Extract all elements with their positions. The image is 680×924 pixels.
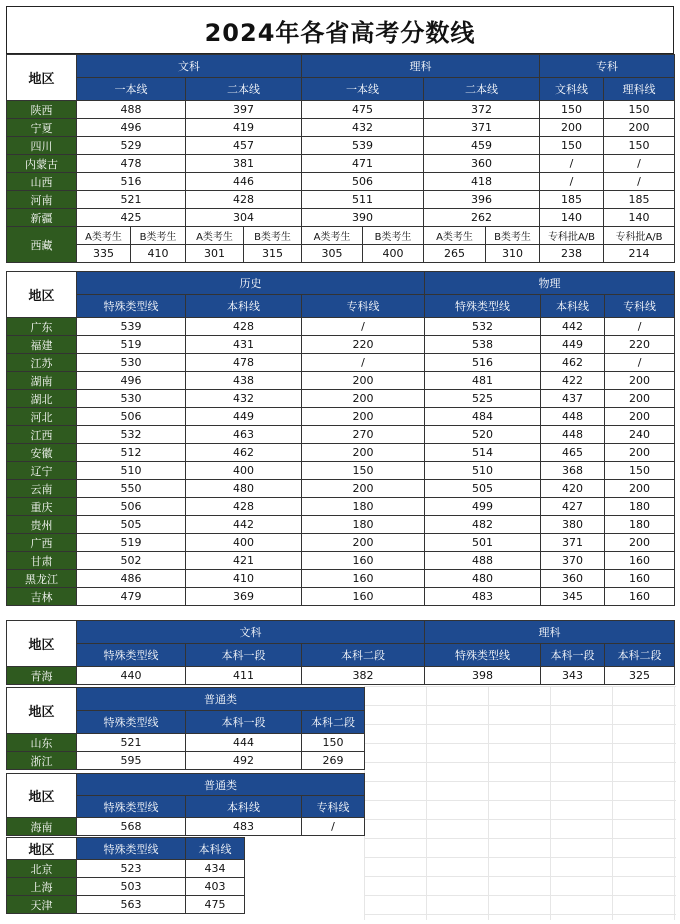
table-row	[7, 752, 365, 770]
score-cell: 505	[77, 516, 186, 534]
sub-header: 专科线	[605, 295, 675, 318]
score-cell: 523	[77, 860, 186, 878]
score-cell: 325	[605, 667, 675, 685]
area-header: 地区	[7, 272, 77, 318]
area-header: 地区	[7, 838, 77, 860]
sub-header: 特殊类型线	[77, 644, 186, 667]
page-title: 2024年各省高考分数线	[6, 6, 674, 54]
sub-header: 本科一段	[541, 644, 605, 667]
score-cell: 397	[186, 101, 302, 119]
region-cell: 湖北	[7, 390, 77, 408]
score-cell: 400	[363, 245, 424, 263]
region-cell: 山西	[7, 173, 77, 191]
score-cell: 200	[605, 534, 675, 552]
sub-header: 特殊类型线	[77, 711, 186, 734]
score-cell: 428	[186, 318, 302, 336]
area-header: 地区	[7, 688, 77, 734]
score-cell: /	[540, 173, 604, 191]
region-cell: 重庆	[7, 498, 77, 516]
sub-header: 特殊类型线	[77, 796, 186, 818]
score-cell: 180	[605, 516, 675, 534]
region-cell: 安徽	[7, 444, 77, 462]
section-2-table	[6, 271, 675, 606]
score-cell: /	[604, 173, 675, 191]
empty-spreadsheet-grid	[364, 686, 676, 920]
score-cell: 519	[77, 534, 186, 552]
table-row	[7, 191, 675, 209]
score-cell: 539	[302, 137, 424, 155]
score-cell: 532	[77, 426, 186, 444]
region-cell: 黑龙江	[7, 570, 77, 588]
score-cell: 160	[605, 570, 675, 588]
region-cell: 上海	[7, 878, 77, 896]
group-header: 专科	[540, 55, 675, 78]
section-4-table	[6, 687, 365, 770]
region-cell: 陕西	[7, 101, 77, 119]
subgroup-label: A类考生	[77, 227, 131, 245]
subgroup-label: 专科批A/B	[540, 227, 604, 245]
score-cell: 160	[605, 552, 675, 570]
score-cell: 371	[541, 534, 605, 552]
section-1-table	[6, 54, 675, 263]
score-cell: 506	[302, 173, 424, 191]
score-cell: 503	[77, 878, 186, 896]
score-cell: 442	[186, 516, 302, 534]
score-cell: 418	[424, 173, 540, 191]
sub-header: 本科一段	[186, 644, 302, 667]
group-header: 理科	[425, 621, 675, 644]
score-cell: 563	[77, 896, 186, 914]
score-cell: 448	[541, 408, 605, 426]
sub-header: 专科线	[302, 295, 425, 318]
group-header: 文科	[77, 55, 302, 78]
sub-header: 本科线	[541, 295, 605, 318]
table-row	[7, 137, 675, 155]
score-cell: 150	[302, 734, 365, 752]
region-cell: 湖南	[7, 372, 77, 390]
score-cell: 420	[541, 480, 605, 498]
score-cell: 410	[186, 570, 302, 588]
score-cell: 446	[186, 173, 302, 191]
score-cell: 269	[302, 752, 365, 770]
region-cell: 西藏	[7, 227, 77, 263]
group-header: 历史	[77, 272, 425, 295]
score-cell: 496	[77, 119, 186, 137]
region-cell: 新疆	[7, 209, 77, 227]
score-cell: 315	[244, 245, 302, 263]
score-cell: 525	[425, 390, 541, 408]
score-cell: 345	[541, 588, 605, 606]
table-row	[7, 119, 675, 137]
score-cell: 514	[425, 444, 541, 462]
group-header: 普通类	[77, 774, 365, 796]
group-header: 普通类	[77, 688, 365, 711]
score-cell: 478	[77, 155, 186, 173]
score-cell: 200	[302, 534, 425, 552]
score-cell: 483	[186, 818, 302, 836]
score-cell: 492	[186, 752, 302, 770]
score-cell: 400	[186, 534, 302, 552]
score-cell: 512	[77, 444, 186, 462]
region-cell: 广西	[7, 534, 77, 552]
score-cell: 432	[302, 119, 424, 137]
group-header: 物理	[425, 272, 675, 295]
score-cell: 448	[541, 426, 605, 444]
score-cell: 499	[425, 498, 541, 516]
score-cell: 510	[77, 462, 186, 480]
score-cell: 160	[302, 570, 425, 588]
score-cell: 396	[424, 191, 540, 209]
score-cell: 421	[186, 552, 302, 570]
region-cell: 海南	[7, 818, 77, 836]
score-cell: 465	[541, 444, 605, 462]
score-cell: 457	[186, 137, 302, 155]
subgroup-label: B类考生	[363, 227, 424, 245]
table-row	[7, 354, 675, 372]
region-cell: 福建	[7, 336, 77, 354]
score-cell: 486	[77, 570, 186, 588]
region-cell: 辽宁	[7, 462, 77, 480]
score-cell: 425	[77, 209, 186, 227]
score-cell: 502	[77, 552, 186, 570]
score-cell: 180	[605, 498, 675, 516]
score-cell: /	[302, 318, 425, 336]
score-cell: 568	[77, 818, 186, 836]
table-row	[7, 516, 675, 534]
region-cell: 青海	[7, 667, 77, 685]
region-cell: 云南	[7, 480, 77, 498]
score-cell: 496	[77, 372, 186, 390]
score-cell: 180	[302, 498, 425, 516]
table-row	[7, 426, 675, 444]
area-header: 地区	[7, 55, 77, 101]
table-row	[7, 155, 675, 173]
score-cell: 481	[425, 372, 541, 390]
region-cell: 宁夏	[7, 119, 77, 137]
sub-header: 特殊类型线	[77, 295, 186, 318]
score-cell: 185	[604, 191, 675, 209]
table-row	[7, 860, 245, 878]
score-cell: 240	[605, 426, 675, 444]
score-cell: 200	[605, 444, 675, 462]
score-cell: 140	[540, 209, 604, 227]
subgroup-label: B类考生	[486, 227, 540, 245]
score-cell: 403	[186, 878, 245, 896]
region-cell: 江苏	[7, 354, 77, 372]
score-cell: 370	[541, 552, 605, 570]
table-row	[7, 408, 675, 426]
score-cell: 432	[186, 390, 302, 408]
score-cell: 200	[302, 444, 425, 462]
region-cell: 山东	[7, 734, 77, 752]
score-cell: 200	[302, 390, 425, 408]
sub-header: 一本线	[302, 78, 424, 101]
score-cell: 550	[77, 480, 186, 498]
subgroup-label: A类考生	[302, 227, 363, 245]
sub-header: 本科线	[186, 295, 302, 318]
sub-header: 二本线	[424, 78, 540, 101]
table-row	[7, 534, 675, 552]
score-cell: 449	[186, 408, 302, 426]
score-cell: 505	[425, 480, 541, 498]
score-cell: 262	[424, 209, 540, 227]
table-row	[7, 570, 675, 588]
score-cell: 265	[424, 245, 486, 263]
score-cell: 480	[425, 570, 541, 588]
score-cell: 530	[77, 354, 186, 372]
score-cell: 150	[604, 101, 675, 119]
score-cell: 150	[540, 101, 604, 119]
subgroup-label: B类考生	[131, 227, 186, 245]
score-cell: 462	[541, 354, 605, 372]
score-cell: 390	[302, 209, 424, 227]
table-row	[7, 588, 675, 606]
score-cell: 150	[302, 462, 425, 480]
score-cell: 360	[541, 570, 605, 588]
score-cell: 411	[186, 667, 302, 685]
sub-header: 一本线	[77, 78, 186, 101]
table-row	[7, 818, 365, 836]
sub-header: 文科线	[540, 78, 604, 101]
table-row	[7, 498, 675, 516]
table-row	[7, 390, 675, 408]
score-cell: 488	[77, 101, 186, 119]
score-cell: 484	[425, 408, 541, 426]
subgroup-label: A类考生	[424, 227, 486, 245]
score-cell: 200	[302, 372, 425, 390]
score-cell: 501	[425, 534, 541, 552]
score-cell: 422	[541, 372, 605, 390]
sub-header: 特殊类型线	[77, 838, 186, 860]
section-5-table	[6, 773, 365, 836]
score-cell: 200	[604, 119, 675, 137]
score-cell: 440	[77, 667, 186, 685]
score-cell: 478	[186, 354, 302, 372]
region-cell: 浙江	[7, 752, 77, 770]
score-cell: 369	[186, 588, 302, 606]
score-cell: 160	[302, 588, 425, 606]
score-cell: 310	[486, 245, 540, 263]
score-cell: 220	[605, 336, 675, 354]
area-header: 地区	[7, 621, 77, 667]
section-3-table	[6, 620, 675, 685]
score-cell: 150	[605, 462, 675, 480]
score-cell: 368	[541, 462, 605, 480]
table-row	[7, 878, 245, 896]
region-cell: 广东	[7, 318, 77, 336]
score-cell: /	[302, 818, 365, 836]
score-cell: 462	[186, 444, 302, 462]
score-cell: 427	[541, 498, 605, 516]
score-cell: 463	[186, 426, 302, 444]
score-cell: 371	[424, 119, 540, 137]
score-cell: 434	[186, 860, 245, 878]
table-row	[7, 734, 365, 752]
sub-header: 专科线	[302, 796, 365, 818]
score-cell: /	[302, 354, 425, 372]
sub-header: 本科二段	[302, 711, 365, 734]
table-row	[7, 372, 675, 390]
table-row	[7, 101, 675, 119]
score-cell: 304	[186, 209, 302, 227]
score-cell: 438	[186, 372, 302, 390]
score-cell: /	[605, 354, 675, 372]
score-cell: 140	[604, 209, 675, 227]
score-cell: 532	[425, 318, 541, 336]
score-cell: 200	[540, 119, 604, 137]
score-cell: 516	[77, 173, 186, 191]
region-cell: 吉林	[7, 588, 77, 606]
score-cell: 520	[425, 426, 541, 444]
score-cell: 539	[77, 318, 186, 336]
sub-header: 本科一段	[186, 711, 302, 734]
region-cell: 江西	[7, 426, 77, 444]
subgroup-label: 专科批A/B	[604, 227, 675, 245]
score-cell: 511	[302, 191, 424, 209]
sub-header: 二本线	[186, 78, 302, 101]
region-cell: 河南	[7, 191, 77, 209]
score-cell: 372	[424, 101, 540, 119]
score-cell: 220	[302, 336, 425, 354]
score-cell: 160	[302, 552, 425, 570]
score-cell: 200	[302, 408, 425, 426]
score-cell: 270	[302, 426, 425, 444]
table-row	[7, 667, 675, 685]
subgroup-label: A类考生	[186, 227, 244, 245]
score-cell: 471	[302, 155, 424, 173]
score-cell: 506	[77, 498, 186, 516]
score-cell: 398	[425, 667, 541, 685]
score-cell: 185	[540, 191, 604, 209]
section-6-table	[6, 837, 245, 914]
score-cell: 530	[77, 390, 186, 408]
score-cell: 150	[604, 137, 675, 155]
table-row	[7, 173, 675, 191]
score-cell: 382	[302, 667, 425, 685]
score-cell: 459	[424, 137, 540, 155]
score-cell: 595	[77, 752, 186, 770]
group-header: 理科	[302, 55, 540, 78]
score-cell: 428	[186, 191, 302, 209]
table-row	[7, 552, 675, 570]
score-cell: 200	[605, 390, 675, 408]
sub-header: 理科线	[604, 78, 675, 101]
table-row	[7, 318, 675, 336]
score-cell: 335	[77, 245, 131, 263]
region-cell: 河北	[7, 408, 77, 426]
score-cell: 510	[425, 462, 541, 480]
table-row	[7, 896, 245, 914]
score-cell: 529	[77, 137, 186, 155]
score-cell: 483	[425, 588, 541, 606]
score-cell: 360	[424, 155, 540, 173]
score-cell: 200	[605, 480, 675, 498]
score-cell: 475	[302, 101, 424, 119]
region-cell: 甘肃	[7, 552, 77, 570]
score-cell: 400	[186, 462, 302, 480]
table-row	[7, 480, 675, 498]
subgroup-label: B类考生	[244, 227, 302, 245]
region-cell: 北京	[7, 860, 77, 878]
table-row	[7, 336, 675, 354]
region-cell: 内蒙古	[7, 155, 77, 173]
score-cell: 180	[302, 516, 425, 534]
table-row	[7, 462, 675, 480]
table-row	[7, 444, 675, 462]
score-cell: 506	[77, 408, 186, 426]
score-cell: 444	[186, 734, 302, 752]
score-cell: 442	[541, 318, 605, 336]
score-cell: 301	[186, 245, 244, 263]
score-cell: 475	[186, 896, 245, 914]
group-header: 文科	[77, 621, 425, 644]
score-cell: 538	[425, 336, 541, 354]
score-cell: 479	[77, 588, 186, 606]
score-cell: 200	[605, 408, 675, 426]
sub-header: 本科线	[186, 796, 302, 818]
sub-header: 本科二段	[605, 644, 675, 667]
area-header: 地区	[7, 774, 77, 818]
score-cell: 480	[186, 480, 302, 498]
region-cell: 四川	[7, 137, 77, 155]
score-cell: 200	[605, 372, 675, 390]
score-cell: 381	[186, 155, 302, 173]
sub-header: 特殊类型线	[425, 295, 541, 318]
score-cell: /	[604, 155, 675, 173]
score-cell: 428	[186, 498, 302, 516]
score-cell: 419	[186, 119, 302, 137]
region-cell: 贵州	[7, 516, 77, 534]
score-cell: 431	[186, 336, 302, 354]
sub-header: 特殊类型线	[425, 644, 541, 667]
score-cell: 160	[605, 588, 675, 606]
score-cell: /	[540, 155, 604, 173]
sub-header: 本科线	[186, 838, 245, 860]
sub-header: 本科二段	[302, 644, 425, 667]
score-cell: 488	[425, 552, 541, 570]
score-cell: 521	[77, 191, 186, 209]
score-cell: 150	[540, 137, 604, 155]
score-cell: 305	[302, 245, 363, 263]
score-cell: 200	[302, 480, 425, 498]
score-cell: 380	[541, 516, 605, 534]
score-cell: 238	[540, 245, 604, 263]
score-cell: 519	[77, 336, 186, 354]
score-cell: 516	[425, 354, 541, 372]
score-cell: 343	[541, 667, 605, 685]
score-cell: /	[605, 318, 675, 336]
score-cell: 521	[77, 734, 186, 752]
region-cell: 天津	[7, 896, 77, 914]
score-cell: 449	[541, 336, 605, 354]
score-cell: 410	[131, 245, 186, 263]
score-cell: 437	[541, 390, 605, 408]
table-row	[7, 209, 675, 227]
score-cell: 214	[604, 245, 675, 263]
score-cell: 482	[425, 516, 541, 534]
